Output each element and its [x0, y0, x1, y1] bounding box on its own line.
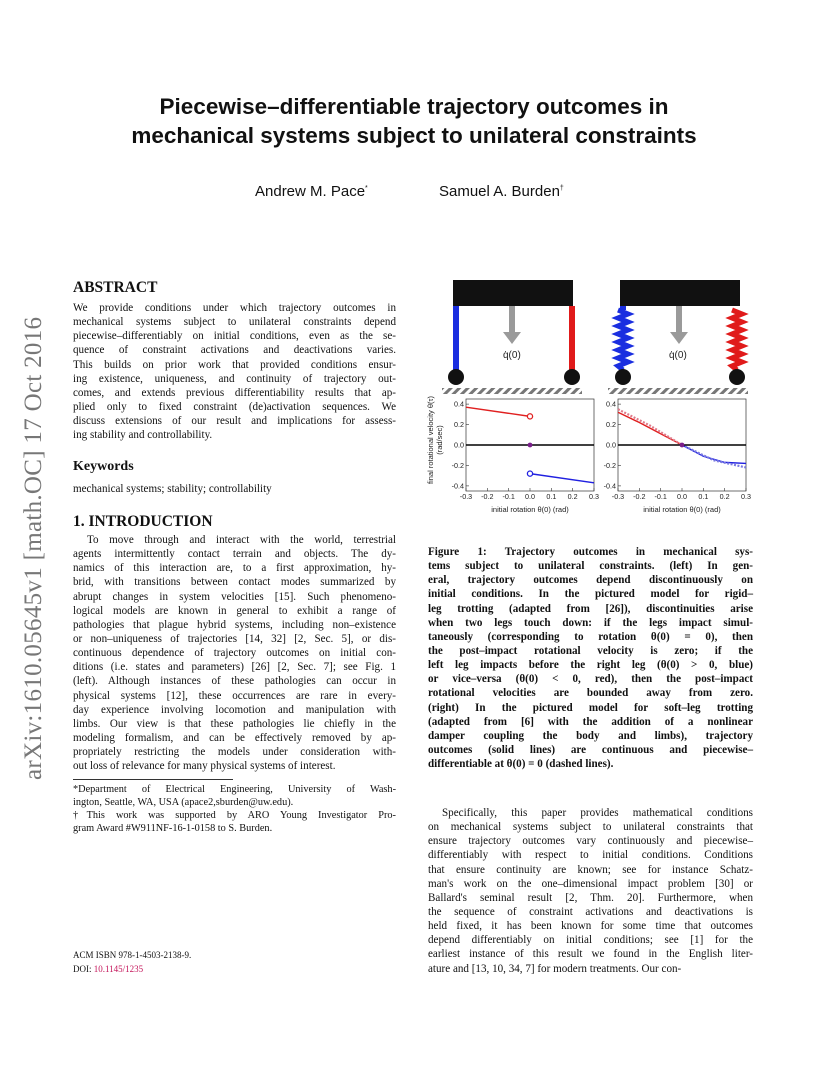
left-rigid-leg — [453, 306, 459, 376]
right-rigid-leg — [569, 306, 575, 376]
footnote-rule — [73, 779, 233, 780]
y-tick-label: -0.4 — [603, 481, 616, 491]
plot-left — [452, 399, 599, 501]
x-axis-label-right: initial rotation θ(0) (rad) — [643, 505, 721, 514]
ground-hatch — [608, 388, 748, 394]
x-tick-label: 0.1 — [698, 492, 709, 501]
text-line: the sequence of constraint activations and deactivations is — [428, 905, 753, 918]
text-line: man's work on the one–dimensional impact problem [30] or — [428, 877, 753, 890]
author-burden — [439, 183, 564, 200]
text-line: mechanical systems subject to unilateral constraints depend — [73, 316, 396, 329]
author-mark: † — [559, 185, 564, 192]
velocity-arrow-shaft — [509, 306, 515, 332]
x-tick-label: 0.3 — [741, 492, 751, 501]
rigid-body-block — [453, 280, 573, 306]
text-line: damper coupling the body and limbs), trajectory — [428, 729, 753, 742]
text-line: Figure 1: Trajectory outcomes in mechanical sys- — [428, 546, 753, 558]
data-point — [680, 443, 685, 448]
text-line: Ballard's seminal result [2, Thm. 20]. Furthermore, when — [428, 891, 753, 904]
text-line: physical systems [12], these occurrences are rare in every- — [73, 689, 396, 702]
soft-body-block — [620, 280, 740, 306]
plot-right — [604, 399, 751, 501]
keywords-text: mechanical systems; stability; controllability — [73, 483, 272, 495]
text-line: day experience involving locomotion and manipulation with — [73, 703, 396, 716]
data-point — [528, 443, 533, 448]
ground-hatch — [442, 388, 582, 394]
text-line: plied only to fixed constraint (de)activation sequences. We — [73, 400, 396, 413]
x-tick-label: 0.0 — [525, 492, 535, 501]
text-line: This builds on prior work that provided conditions ensur- — [73, 358, 396, 371]
text-line: ing stability and controllability. — [73, 429, 213, 442]
text-line: held fixed, it has been known for some time that outcomes — [428, 920, 753, 933]
x-tick-label: -0.2 — [481, 492, 494, 501]
text-line: or vice–versa (θ(0) < 0, red), then the post–impact — [428, 673, 753, 686]
rigid-leg-illustration — [440, 278, 590, 400]
text-line: ington, Seattle, WA, USA (apace2,sburden@uw.edu). — [73, 797, 294, 808]
x-tick-label: -0.3 — [611, 492, 625, 501]
text-line: *Department of Electrical Engineering, University of Wash- — [73, 784, 396, 795]
text-line: or non–uniqueness of trajectories [14, 32] [2, Sec. 5], or dis- — [73, 632, 396, 645]
author-pace — [255, 183, 368, 200]
right-column-text — [428, 806, 753, 976]
y-tick-label: 0.4 — [454, 399, 464, 409]
right-spring-leg — [732, 310, 742, 370]
text-line: propriately restricting the models under consideration with- — [73, 746, 396, 759]
text-line: ing existence, uniqueness, and continuity of trajectory out- — [73, 372, 396, 385]
text-line: quence of constraint activations and deactivations varies. — [73, 344, 396, 357]
text-line: eral, trajectory outcomes depend discontinuously on — [428, 574, 753, 587]
y-tick-label: 0.0 — [606, 440, 616, 450]
text-line: on mechanical systems subject to unilateral constraints that — [428, 821, 753, 834]
text-line: that ensure continuity are known; see for instance Schatz- — [428, 863, 753, 876]
open-endpoint — [527, 414, 532, 419]
x-tick-label: 0.3 — [589, 492, 599, 501]
author-mark: * — [365, 185, 368, 192]
text-line: Specifically, this paper provides mathematical conditions — [442, 807, 753, 819]
text-line: (right) In the pictured model for soft–leg trotting — [428, 701, 753, 714]
open-endpoint — [527, 471, 532, 476]
introduction-body — [73, 533, 396, 773]
text-line: ditions (i.e. states and parameters) [26] [2, Sec. 7]; see Fig. 1 — [73, 661, 396, 674]
x-tick-label: -0.2 — [633, 492, 646, 501]
text-line: brid, with transitions between contact modes summarized by — [73, 576, 396, 589]
text-line: We provide conditions under which trajectory outcomes in — [73, 302, 396, 314]
qdot-label: q̇(0) — [669, 350, 687, 361]
y-tick-label: 0.2 — [454, 420, 464, 430]
soft-leg-illustration — [606, 278, 756, 400]
keywords-heading: Keywords — [73, 459, 134, 474]
text-line: abrupt changes in system velocities [15]. Such phenomeno- — [73, 590, 396, 603]
text-line: namics of this interaction are, to a first approximation, hy- — [73, 562, 396, 575]
y-tick-label: -0.2 — [451, 460, 464, 470]
acm-isbn: ACM ISBN 978-1-4503-2138-9. — [73, 950, 192, 960]
y-tick-label: -0.2 — [603, 460, 616, 470]
text-line: piecewise–differentiably on initial conditions, even as the se- — [73, 330, 396, 343]
text-line: (left). Although instances of these pathologies can occur in — [73, 675, 396, 688]
text-line: differentiable at θ(0) = 0 (dashed lines). — [428, 758, 614, 771]
abstract-body — [73, 301, 396, 442]
text-line: (adapted from [6] with the addition of a nonlinear — [428, 715, 753, 728]
text-line: out loss of relevance for many physical systems of interest. — [73, 760, 336, 773]
introduction-heading: 1. INTRODUCTION — [73, 513, 213, 530]
velocity-arrow-head — [670, 332, 688, 344]
text-line: the post–impact rotational velocity is zero; if the — [428, 644, 753, 657]
figure-caption — [428, 545, 753, 771]
text-line: †This work was supported by ARO Young Investigator Pro- — [73, 810, 396, 821]
author-name: Andrew M. Pace — [255, 183, 366, 200]
y-tick-label: 0.0 — [454, 440, 464, 450]
author-name: Samuel A. Burden — [439, 183, 560, 200]
text-line: left leg impacts before the right leg (θ(0) > 0, blue) — [428, 659, 753, 672]
title-line: Piecewise–differentiable trajectory outcomes in — [159, 94, 669, 119]
text-line: ature and [13, 10, 34, 7] for modern treatments. Our con- — [428, 962, 682, 975]
x-tick-label: -0.1 — [502, 492, 515, 501]
right-foot — [729, 369, 745, 385]
x-tick-label: 0.2 — [567, 492, 578, 501]
text-line: comes, and extends previous differentiability results that ap- — [73, 386, 396, 399]
text-line: outcomes (solid lines) are continuous and piecewise– — [428, 743, 753, 756]
right-foot — [564, 369, 580, 385]
footnotes — [73, 783, 396, 835]
text-line: logical models are known in general to exhibit a range of — [73, 604, 396, 617]
abstract-heading: ABSTRACT — [73, 279, 158, 296]
text-line: differentiably with respect to initial conditions. Conditions — [428, 849, 753, 862]
x-tick-label: 0.2 — [719, 492, 730, 501]
y-tick-label: -0.4 — [451, 481, 464, 491]
y-tick-label: 0.2 — [606, 420, 616, 430]
text-line: continuous dependence of trajectory outcomes on initial con- — [73, 647, 396, 660]
doi-label: DOI: — [73, 964, 92, 974]
text-line: To move through and interact with the world, terrestrial — [87, 534, 396, 546]
text-line: taneously (corresponding to rotation θ(0) = 0), then — [428, 630, 753, 643]
text-line: limbs. Our view is that these pathologies lie chiefly in the — [73, 717, 396, 730]
x-tick-label: 0.1 — [546, 492, 557, 501]
text-line: depend differentiably on initial conditions; see [1] for the — [428, 934, 753, 947]
text-line: earliest instance of this result we found in the English liter- — [428, 948, 753, 961]
text-line: tems subject to unilateral constraints. (left) In gen- — [428, 560, 753, 573]
x-tick-label: -0.3 — [459, 492, 473, 501]
velocity-arrow-shaft — [676, 306, 682, 332]
left-foot — [448, 369, 464, 385]
paper-title — [60, 92, 768, 150]
text-line: ensure trajectory outcomes vary continuously and piecewise– — [428, 835, 753, 848]
x-tick-label: 0.0 — [677, 492, 687, 501]
x-tick-label: -0.1 — [654, 492, 667, 501]
doi-link[interactable]: 10.1145/1235 — [93, 964, 144, 974]
text-line: discuss extensions of our result and implications for assess- — [73, 415, 396, 428]
velocity-arrow-head — [503, 332, 521, 344]
left-spring-leg — [618, 310, 628, 370]
arxiv-stamp: arXiv:1610.05645v1 [math.OC] 17 Oct 2016 — [20, 316, 47, 780]
trajectory-plots — [420, 396, 760, 520]
text-line: when two legs touch down: if the legs impact simul- — [428, 616, 753, 629]
qdot-label: q̇(0) — [503, 350, 521, 361]
title-line: mechanical systems subject to unilateral constraints — [131, 123, 697, 148]
text-line: initial conditions. In the pictured model for rigid– — [428, 588, 753, 601]
text-line: modeling formalism, and can be effectively removed by ap- — [73, 731, 396, 744]
text-line: agents intermittently contact terrain and objects. The dy- — [73, 548, 396, 561]
acm-doi — [73, 964, 143, 974]
left-foot — [615, 369, 631, 385]
text-line: pathologies that plague hybrid systems, including non–existence — [73, 618, 396, 631]
text-line: rotational velocities are bounded away from zero. — [428, 687, 753, 700]
x-axis-label-left: initial rotation θ(0) (rad) — [491, 505, 569, 514]
y-tick-label: 0.4 — [606, 399, 616, 409]
y-axis-label: final rotational velocity θ̇(τ) — [426, 395, 435, 485]
y-axis-units: (rad/sec) — [435, 425, 444, 455]
text-line: gram Award #W911NF-16-1-0158 to S. Burden. — [73, 823, 273, 834]
text-line: leg trotting (adapted from [26]), discontinuities arise — [428, 602, 753, 615]
